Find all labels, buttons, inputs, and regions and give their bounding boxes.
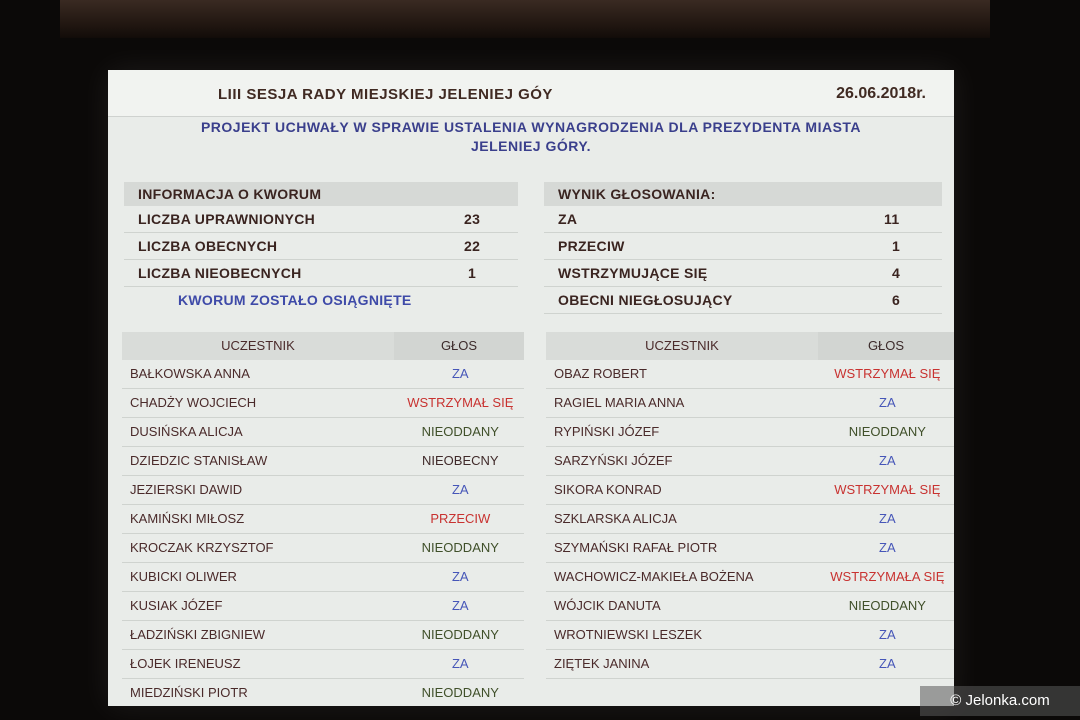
participant-name: WROTNIEWSKI LESZEK bbox=[554, 627, 703, 642]
table-row bbox=[546, 360, 954, 389]
participant-vote: PRZECIW bbox=[430, 511, 491, 526]
participant-vote: NIEODDANY bbox=[848, 424, 926, 439]
quorum-row bbox=[124, 233, 518, 260]
participant-column-header: UCZESTNIK bbox=[645, 338, 719, 353]
participant-vote: NIEODDANY bbox=[848, 598, 926, 613]
session-date: 26.06.2018r. bbox=[836, 85, 926, 102]
result-row-label: WSTRZYMUJĄCE SIĘ bbox=[558, 265, 708, 281]
table-row bbox=[122, 534, 524, 563]
participant-name: RAGIEL MARIA ANNA bbox=[554, 395, 685, 410]
table-header bbox=[122, 332, 524, 360]
participant-vote: WSTRZYMAŁ SIĘ bbox=[834, 482, 941, 497]
resolution-subject bbox=[108, 118, 954, 156]
table-body bbox=[546, 360, 954, 679]
result-row bbox=[544, 287, 942, 314]
participant-vote: WSTRZYMAŁ SIĘ bbox=[834, 366, 941, 381]
result-row-label: PRZECIW bbox=[558, 238, 625, 254]
table-row bbox=[546, 621, 954, 650]
table-row bbox=[122, 360, 524, 389]
participant-name: JEZIERSKI DAWID bbox=[130, 482, 243, 497]
participant-vote: ZA bbox=[879, 656, 896, 671]
result-row bbox=[544, 233, 942, 260]
participant-vote: NIEODDANY bbox=[421, 685, 499, 700]
participant-vote: ZA bbox=[879, 511, 896, 526]
table-row bbox=[546, 476, 954, 505]
resolution-subject-line-2: JELENIEJ GÓRY. bbox=[470, 138, 592, 154]
participant-name: ŁADZIŃSKI ZBIGNIEW bbox=[130, 627, 266, 642]
participant-vote: ZA bbox=[451, 482, 469, 497]
table-row bbox=[122, 679, 524, 706]
watermark: © Jelonka.com bbox=[920, 686, 1080, 716]
quorum-row-value: 22 bbox=[464, 238, 481, 254]
participant-name: BAŁKOWSKA ANNA bbox=[130, 366, 250, 381]
table-row bbox=[122, 476, 524, 505]
participant-vote: WSTRZYMAŁ SIĘ bbox=[407, 395, 514, 410]
participant-name: MIEDZIŃSKI PIOTR bbox=[130, 685, 248, 700]
participant-vote: NIEODDANY bbox=[421, 424, 499, 439]
resolution-subject-line-1: PROJEKT UCHWAŁY W SPRAWIE USTALENIA WYNAGRODZENIA DLA PREZYDENTA MIASTA bbox=[200, 119, 862, 135]
vote-column-header: GŁOS bbox=[394, 332, 524, 360]
vote-column-header: GŁOS bbox=[818, 332, 954, 360]
quorum-row-label: LICZBA UPRAWNIONYCH bbox=[138, 211, 316, 227]
vote-result-panel bbox=[544, 182, 942, 314]
participant-vote: NIEODDANY bbox=[421, 627, 499, 642]
participant-name: RYPIŃSKI JÓZEF bbox=[554, 424, 660, 439]
participant-vote: ZA bbox=[879, 627, 896, 642]
participant-vote: WSTRZYMAŁA SIĘ bbox=[830, 569, 945, 584]
participant-name: DUSIŃSKA ALICJA bbox=[130, 424, 243, 439]
result-row-value: 11 bbox=[884, 211, 900, 227]
participant-vote: ZA bbox=[451, 598, 469, 613]
quorum-row-value: 23 bbox=[464, 211, 481, 227]
quorum-heading: INFORMACJA O KWORUM bbox=[124, 182, 518, 206]
table-row bbox=[122, 418, 524, 447]
participant-name: KUSIAK JÓZEF bbox=[130, 598, 223, 613]
participant-name: SZYMAŃSKI RAFAŁ PIOTR bbox=[554, 540, 718, 555]
table-row bbox=[546, 592, 954, 621]
participants-table-left bbox=[122, 332, 524, 706]
table-row bbox=[546, 650, 954, 679]
quorum-status: KWORUM ZOSTAŁO OSIĄGNIĘTE bbox=[178, 292, 412, 308]
participant-vote: NIEODDANY bbox=[421, 540, 499, 555]
participant-vote: ZA bbox=[879, 453, 896, 468]
table-row bbox=[122, 447, 524, 476]
table-header bbox=[546, 332, 954, 360]
participant-vote: ZA bbox=[451, 656, 469, 671]
result-row-value: 6 bbox=[892, 292, 901, 308]
table-row bbox=[546, 418, 954, 447]
result-row-value: 4 bbox=[892, 265, 901, 281]
result-row-label: OBECNI NIEGŁOSUJĄCY bbox=[558, 292, 733, 308]
result-row-value: 1 bbox=[892, 238, 901, 254]
quorum-row bbox=[124, 206, 518, 233]
quorum-info-panel bbox=[124, 182, 518, 313]
participant-vote: NIEOBECNY bbox=[422, 453, 499, 468]
result-row-label: ZA bbox=[558, 211, 578, 227]
participant-name: SARZYŃSKI JÓZEF bbox=[554, 453, 673, 468]
participant-name: SZKLARSKA ALICJA bbox=[554, 511, 677, 526]
participant-name: WACHOWICZ-MAKIEŁA BOŻENA bbox=[554, 569, 754, 584]
table-row bbox=[122, 505, 524, 534]
participant-vote: ZA bbox=[879, 540, 896, 555]
table-row bbox=[546, 389, 954, 418]
table-row bbox=[122, 621, 524, 650]
table-row bbox=[122, 389, 524, 418]
participant-vote: ZA bbox=[451, 569, 469, 584]
participant-name: ŁOJEK IRENEUSZ bbox=[130, 656, 241, 671]
participant-name: ZIĘTEK JANINA bbox=[554, 656, 650, 671]
quorum-row bbox=[124, 260, 518, 287]
result-row bbox=[544, 260, 942, 287]
session-header bbox=[108, 70, 954, 117]
participant-column-header: UCZESTNIK bbox=[221, 338, 295, 353]
table-row bbox=[546, 447, 954, 476]
table-row bbox=[546, 534, 954, 563]
quorum-row-label: LICZBA NIEOBECNYCH bbox=[138, 265, 302, 281]
participant-name: KROCZAK KRZYSZTOF bbox=[130, 540, 274, 555]
participant-name: OBAZ ROBERT bbox=[554, 366, 647, 381]
result-heading: WYNIK GŁOSOWANIA: bbox=[544, 182, 942, 206]
participant-name: DZIEDZIC STANISŁAW bbox=[130, 453, 268, 468]
participant-vote: ZA bbox=[879, 395, 896, 410]
participant-name: KUBICKI OLIWER bbox=[130, 569, 237, 584]
table-row bbox=[122, 563, 524, 592]
participant-name: CHADŻY WOJCIECH bbox=[130, 395, 257, 410]
wall-panel bbox=[60, 0, 990, 38]
session-title: LIII SESJA RADY MIEJSKIEJ JELENIEJ GÓY bbox=[218, 86, 553, 103]
table-row bbox=[122, 650, 524, 679]
participant-name: KAMIŃSKI MIŁOSZ bbox=[130, 511, 245, 526]
participant-name: SIKORA KONRAD bbox=[554, 482, 662, 497]
table-row bbox=[546, 505, 954, 534]
result-row bbox=[544, 206, 942, 233]
table-body bbox=[122, 360, 524, 706]
quorum-row-label: LICZBA OBECNYCH bbox=[138, 238, 278, 254]
participant-name: WÓJCIK DANUTA bbox=[554, 598, 661, 613]
voting-results-screen bbox=[108, 70, 954, 706]
participants-table-right bbox=[546, 332, 954, 679]
quorum-row-value: 1 bbox=[468, 265, 477, 281]
participant-vote: ZA bbox=[451, 366, 469, 381]
table-row bbox=[122, 592, 524, 621]
table-row bbox=[546, 563, 954, 592]
